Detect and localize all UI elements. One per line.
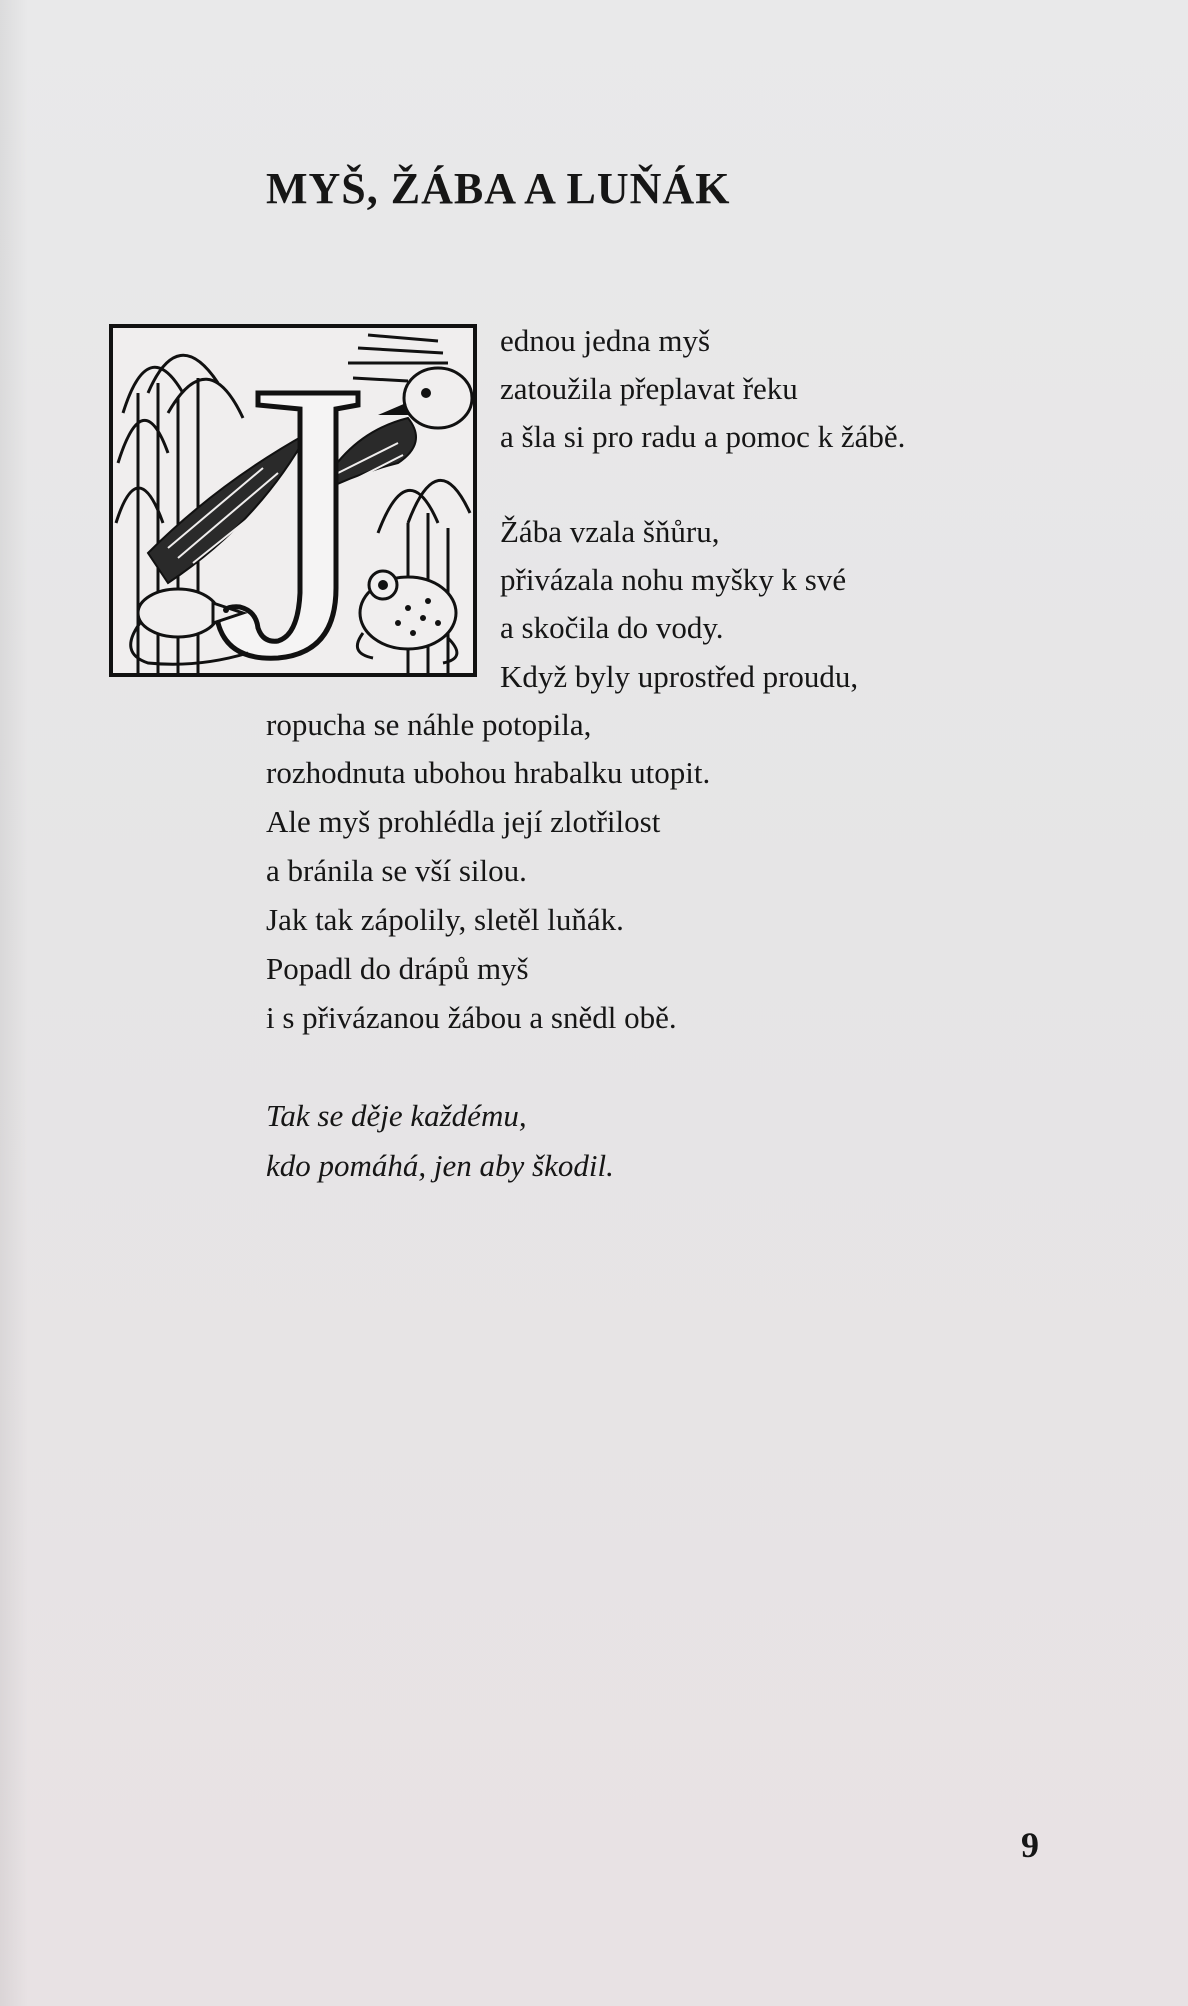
poem-line: zatoužila přeplavat řeku — [500, 371, 798, 406]
moral-line: Tak se děje každému, — [266, 1098, 527, 1133]
poem-line: a šla si pro radu a pomoc k žábě. — [500, 419, 906, 454]
poem-line: a skočila do vody. — [500, 610, 724, 645]
poem-line: Jak tak zápolily, sletěl luňák. — [266, 902, 624, 937]
moral-line: kdo pomáhá, jen aby škodil. — [266, 1148, 614, 1183]
poem-line: Ale myš prohlédla její zlotřilost — [266, 804, 661, 839]
poem-line: i s přivázanou žábou a snědl obě. — [266, 1000, 677, 1035]
decorated-initial — [108, 323, 478, 678]
poem-line: přivázala nohu myšky k své — [500, 562, 847, 597]
page-title: MYŠ, ŽÁBA A LUŇÁK — [266, 164, 731, 213]
poem-line: ednou jedna myš — [500, 323, 711, 358]
page-number: 9 — [1021, 1825, 1039, 1865]
poem-line: rozhodnuta ubohou hrabalku utopit. — [266, 755, 711, 790]
poem-line: ropucha se náhle potopila, — [266, 707, 592, 742]
poem-line: a bránila se vší silou. — [266, 853, 527, 888]
poem-line: Popadl do drápů myš — [266, 951, 529, 986]
poem-line: Když byly uprostřed proudu, — [500, 659, 859, 694]
poem-line: Žába vzala šňůru, — [500, 514, 720, 549]
